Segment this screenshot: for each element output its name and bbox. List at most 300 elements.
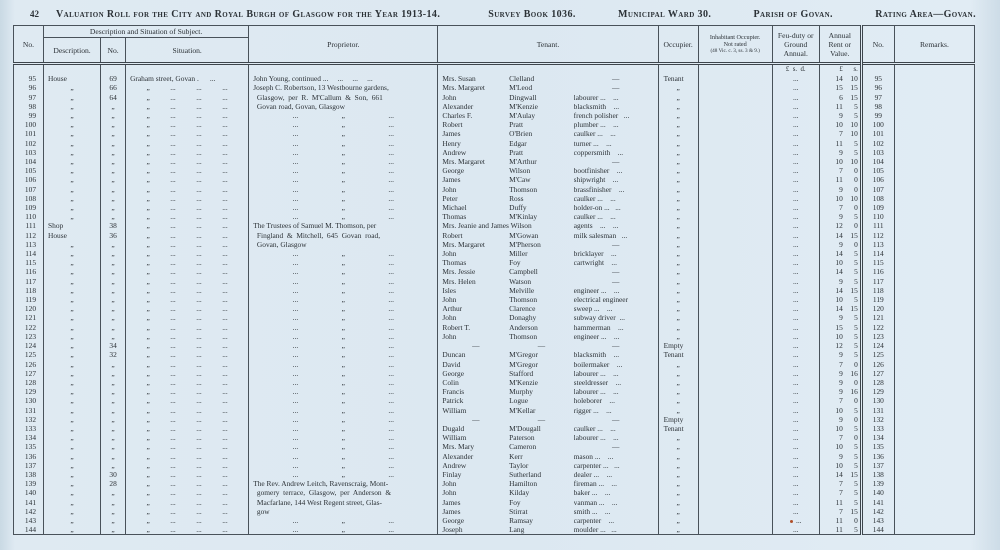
rent-shillings: 5: [854, 488, 858, 498]
cell-situation: „ ... ... ...: [126, 102, 249, 111]
cell-remarks: [894, 74, 974, 83]
cell-inhabitant-occupier: [698, 378, 772, 387]
cell-description: „: [44, 185, 101, 194]
rent-pounds: 7: [839, 506, 843, 516]
cell-description: „: [44, 111, 101, 120]
cell-situation: „ ... ... ...: [126, 360, 249, 369]
cell-no-right: 104: [861, 157, 894, 166]
cell-annual-rent: [819, 286, 861, 295]
cell-description: „: [44, 525, 101, 535]
cell-feu-duty: ...: [772, 332, 819, 341]
cell-remarks: [894, 286, 974, 295]
cell-tenant: Finlay Sutherland dealer ... ...: [438, 470, 658, 479]
cell-occupier: „: [658, 277, 698, 286]
table-row: [14, 350, 975, 359]
cell-occupier: „: [658, 488, 698, 497]
cell-tenant: John Kilday baker ... ...: [438, 488, 658, 497]
cell-no-right: 133: [861, 424, 894, 433]
rent-pounds: 10: [835, 405, 843, 415]
cell-feu-duty: ...: [772, 516, 819, 525]
table-row: [14, 295, 975, 304]
cell-no-right: 100: [861, 120, 894, 129]
rent-pounds: 7: [839, 359, 843, 369]
rent-shillings: 15: [850, 92, 858, 102]
rent-shillings: 5: [854, 451, 858, 461]
cell-street-no: „: [101, 332, 126, 341]
cell-proprietor: ... „ ...: [249, 350, 438, 359]
cell-no-left: 102: [14, 139, 44, 148]
cell-situation: „ ... ... ...: [126, 424, 249, 433]
cell-annual-rent: [819, 452, 861, 461]
cell-description: „: [44, 139, 101, 148]
cell-situation: „ ... ... ...: [126, 313, 249, 322]
cell-situation: „ ... ... ...: [126, 157, 249, 166]
table-row: [14, 360, 975, 369]
cell-proprietor: gow: [249, 507, 438, 516]
cell-occupier: „: [658, 507, 698, 516]
cell-street-no: „: [101, 267, 126, 276]
cell-tenant: James M'Caw shipwright ...: [438, 175, 658, 184]
table-row: [14, 378, 975, 387]
cell-no-left: 139: [14, 479, 44, 488]
cell-feu-duty: ...: [772, 129, 819, 138]
cell-feu-duty: ...: [772, 442, 819, 451]
cell-annual-rent: [819, 175, 861, 184]
cell-annual-rent: [819, 304, 861, 313]
cell-inhabitant-occupier: [698, 498, 772, 507]
cell-annual-rent: [819, 461, 861, 470]
cell-description: „: [44, 369, 101, 378]
rent-pounds: 9: [839, 451, 843, 461]
cell-description: „: [44, 406, 101, 415]
cell-remarks: [894, 313, 974, 322]
cell-proprietor: ... „ ...: [249, 249, 438, 258]
cell-inhabitant-occupier: [698, 341, 772, 350]
cell-description: „: [44, 332, 101, 341]
table-row: [14, 148, 975, 157]
page-header-right: [488, 9, 976, 20]
table-row: [14, 525, 975, 535]
cell-tenant: John Thomson brassfinisher ...: [438, 185, 658, 194]
rent-pounds: 12: [835, 221, 843, 231]
rent-pounds: 9: [839, 212, 843, 222]
cell-occupier: „: [658, 442, 698, 451]
rent-shillings: 0: [854, 184, 858, 194]
table-row: [14, 102, 975, 111]
units-annual-rent: £ s.: [819, 64, 861, 75]
table-row: [14, 74, 975, 83]
cell-proprietor: ... „ ...: [249, 452, 438, 461]
cell-inhabitant-occupier: [698, 129, 772, 138]
cell-no-left: 125: [14, 350, 44, 359]
cell-situation: Graham street, Govan . ...: [126, 74, 249, 83]
rent-pounds: 14: [835, 74, 843, 84]
cell-feu-duty: ...: [772, 304, 819, 313]
cell-no-right: 95: [861, 74, 894, 83]
cell-no-left: 95: [14, 74, 44, 83]
cell-description: „: [44, 148, 101, 157]
cell-street-no: „: [101, 313, 126, 322]
table-row: [14, 93, 975, 102]
cell-no-left: 109: [14, 203, 44, 212]
cell-tenant: William Paterson labourer ... ...: [438, 433, 658, 442]
cell-description: „: [44, 387, 101, 396]
cell-inhabitant-occupier: [698, 424, 772, 433]
cell-situation: „ ... ... ...: [126, 406, 249, 415]
cell-remarks: [894, 396, 974, 405]
cell-feu-duty: ...: [772, 507, 819, 516]
cell-street-no: „: [101, 111, 126, 120]
cell-no-right: 109: [861, 203, 894, 212]
cell-annual-rent: [819, 424, 861, 433]
rent-shillings: 5: [854, 267, 858, 277]
rent-pounds: 9: [839, 111, 843, 121]
cell-inhabitant-occupier: [698, 221, 772, 230]
cell-no-left: 107: [14, 185, 44, 194]
units-no-right: [861, 64, 894, 75]
cell-description: „: [44, 461, 101, 470]
cell-no-left: 98: [14, 102, 44, 111]
cell-annual-rent: [819, 148, 861, 157]
rent-pounds: 7: [839, 166, 843, 176]
cell-inhabitant-occupier: [698, 313, 772, 322]
cell-tenant: Mrs. Margaret M'Leod —: [438, 83, 658, 92]
cell-tenant: George Stafford labourer ... ...: [438, 369, 658, 378]
cell-street-no: „: [101, 387, 126, 396]
table-row: [14, 332, 975, 341]
cell-street-no: 69: [101, 74, 126, 83]
cell-remarks: [894, 498, 974, 507]
rent-pounds: 10: [835, 295, 843, 305]
cell-proprietor: Joseph C. Robertson, 13 Westbourne gardens,: [249, 83, 438, 92]
rent-shillings: 16: [850, 368, 858, 378]
units-no-left: [14, 64, 44, 75]
cell-feu-duty: ...: [772, 212, 819, 221]
cell-occupier: „: [658, 406, 698, 415]
cell-inhabitant-occupier: [698, 277, 772, 286]
cell-description: „: [44, 277, 101, 286]
cell-remarks: [894, 360, 974, 369]
cell-description: „: [44, 360, 101, 369]
table-row: [14, 323, 975, 332]
cell-no-left: 114: [14, 249, 44, 258]
cell-inhabitant-occupier: [698, 267, 772, 276]
cell-feu-duty: ...: [772, 175, 819, 184]
cell-occupier: „: [658, 360, 698, 369]
cell-inhabitant-occupier: [698, 461, 772, 470]
cell-street-no: „: [101, 488, 126, 497]
cell-proprietor: ... „ ...: [249, 304, 438, 313]
cell-feu-duty: ...: [772, 360, 819, 369]
cell-feu-duty: ...: [772, 148, 819, 157]
cell-description: „: [44, 452, 101, 461]
cell-description: „: [44, 129, 101, 138]
cell-description: „: [44, 93, 101, 102]
rent-shillings: 5: [854, 276, 858, 286]
cell-no-right: 139: [861, 479, 894, 488]
cell-situation: „ ... ... ...: [126, 249, 249, 258]
cell-no-left: 126: [14, 360, 44, 369]
cell-feu-duty: ...: [772, 185, 819, 194]
cell-proprietor: gomery terrace, Glasgow, per Anderson &: [249, 488, 438, 497]
cell-no-right: 140: [861, 488, 894, 497]
cell-proprietor: ... „ ...: [249, 129, 438, 138]
rent-shillings: 0: [854, 239, 858, 249]
cell-occupier: „: [658, 93, 698, 102]
cell-description: „: [44, 258, 101, 267]
cell-feu-duty: ...: [772, 415, 819, 424]
rent-pounds: 11: [835, 497, 843, 507]
cell-description: „: [44, 479, 101, 488]
cell-no-right: 132: [861, 415, 894, 424]
cell-inhabitant-occupier: [698, 203, 772, 212]
rent-shillings: 0: [854, 175, 858, 185]
units-street-no: [101, 64, 126, 75]
table-row: [14, 286, 975, 295]
cell-street-no: „: [101, 166, 126, 175]
cell-annual-rent: [819, 267, 861, 276]
cell-occupier: „: [658, 258, 698, 267]
cell-feu-duty: ...: [772, 93, 819, 102]
cell-description: „: [44, 286, 101, 295]
cell-occupier: „: [658, 194, 698, 203]
valuation-table: [13, 25, 975, 535]
cell-situation: „ ... ... ...: [126, 452, 249, 461]
cell-proprietor: ... „ ...: [249, 470, 438, 479]
cell-occupier: „: [658, 516, 698, 525]
col-header-desc-sit-group: Description and Situation of Subject.: [44, 26, 249, 38]
cell-tenant: Peter Ross caulker ... ...: [438, 194, 658, 203]
cell-inhabitant-occupier: [698, 295, 772, 304]
cell-proprietor: Macfarlane, 144 West Regent street, Glas-: [249, 498, 438, 507]
cell-no-left: 121: [14, 313, 44, 322]
cell-annual-rent: [819, 83, 861, 92]
cell-inhabitant-occupier: [698, 166, 772, 175]
table-row: [14, 129, 975, 138]
cell-occupier: Tenant: [658, 424, 698, 433]
cell-street-no: „: [101, 433, 126, 442]
cell-no-right: 117: [861, 277, 894, 286]
cell-annual-rent: [819, 194, 861, 203]
table-row: [14, 139, 975, 148]
cell-remarks: [894, 387, 974, 396]
cell-feu-duty: ...: [772, 74, 819, 83]
cell-proprietor: ... „ ...: [249, 286, 438, 295]
cell-street-no: „: [101, 249, 126, 258]
table-row: [14, 185, 975, 194]
cell-street-no: „: [101, 240, 126, 249]
cell-inhabitant-occupier: [698, 369, 772, 378]
cell-proprietor: ... „ ...: [249, 369, 438, 378]
cell-feu-duty: ...: [772, 452, 819, 461]
cell-no-right: 136: [861, 452, 894, 461]
cell-inhabitant-occupier: [698, 304, 772, 313]
cell-no-right: 121: [861, 313, 894, 322]
cell-description: „: [44, 304, 101, 313]
cell-no-left: 106: [14, 175, 44, 184]
cell-occupier: „: [658, 83, 698, 92]
table-row: [14, 277, 975, 286]
rent-shillings: 5: [854, 350, 858, 360]
cell-street-no: „: [101, 157, 126, 166]
cell-street-no: „: [101, 295, 126, 304]
cell-feu-duty: ...: [772, 258, 819, 267]
cell-occupier: „: [658, 267, 698, 276]
table-row: [14, 221, 975, 230]
cell-situation: „ ... ... ...: [126, 332, 249, 341]
cell-proprietor: ... „ ...: [249, 148, 438, 157]
cell-occupier: „: [658, 286, 698, 295]
cell-street-no: „: [101, 102, 126, 111]
cell-remarks: [894, 194, 974, 203]
cell-remarks: [894, 433, 974, 442]
cell-street-no: „: [101, 442, 126, 451]
cell-no-right: 122: [861, 323, 894, 332]
rent-pounds: 12: [835, 341, 843, 351]
cell-street-no: „: [101, 277, 126, 286]
col-header-no-left: No.: [14, 26, 44, 64]
cell-no-left: 104: [14, 157, 44, 166]
cell-remarks: [894, 525, 974, 535]
cell-annual-rent: [819, 479, 861, 488]
cell-remarks: [894, 175, 974, 184]
cell-description: „: [44, 102, 101, 111]
cell-annual-rent: [819, 102, 861, 111]
cell-tenant: James Stirrat smith ... ...: [438, 507, 658, 516]
rent-pounds: 14: [835, 249, 843, 259]
cell-situation: „ ... ... ...: [126, 148, 249, 157]
cell-annual-rent: [819, 231, 861, 240]
rent-pounds: 14: [835, 469, 843, 479]
cell-no-left: 108: [14, 194, 44, 203]
cell-remarks: [894, 203, 974, 212]
cell-remarks: [894, 185, 974, 194]
cell-proprietor: ... „ ...: [249, 360, 438, 369]
col-header-annual-rent: Annual Rent or Value.: [819, 26, 861, 64]
rent-pounds: 9: [839, 414, 843, 424]
cell-inhabitant-occupier: [698, 74, 772, 83]
cell-situation: „ ... ... ...: [126, 295, 249, 304]
cell-situation: „ ... ... ...: [126, 507, 249, 516]
cell-description: „: [44, 157, 101, 166]
rent-shillings: 10: [850, 129, 858, 139]
cell-no-right: 116: [861, 267, 894, 276]
cell-street-no: 28: [101, 479, 126, 488]
rent-pounds: 7: [839, 479, 843, 489]
table-row: [14, 212, 975, 221]
cell-tenant: Andrew Pratt coppersmith ...: [438, 148, 658, 157]
cell-inhabitant-occupier: [698, 323, 772, 332]
cell-no-left: 136: [14, 452, 44, 461]
cell-feu-duty: ...: [772, 221, 819, 230]
cell-proprietor: ... „ ...: [249, 396, 438, 405]
cell-no-right: 115: [861, 258, 894, 267]
cell-remarks: [894, 240, 974, 249]
rent-shillings: 5: [854, 479, 858, 489]
cell-remarks: [894, 129, 974, 138]
rent-pounds: 10: [835, 258, 843, 268]
cell-description: „: [44, 488, 101, 497]
cell-no-right: 96: [861, 83, 894, 92]
table-row: [14, 516, 975, 525]
cell-description: „: [44, 498, 101, 507]
cell-description: „: [44, 166, 101, 175]
cell-no-right: 119: [861, 295, 894, 304]
cell-no-left: 130: [14, 396, 44, 405]
cell-street-no: „: [101, 461, 126, 470]
rent-shillings: 10: [850, 74, 858, 84]
cell-tenant: Mrs. Jeanie and James Wilson agents ... ...: [438, 221, 658, 230]
cell-occupier: „: [658, 323, 698, 332]
col-header-inhabitant-occupier: Inhabitant Occupier. Not rated (48 Vic. c. 3, ss. 3 & 9.): [698, 26, 772, 64]
cell-occupier: „: [658, 461, 698, 470]
units-description: [44, 64, 101, 75]
survey-book-label: Survey Book 1036.: [488, 9, 576, 20]
cell-no-left: 135: [14, 442, 44, 451]
cell-tenant: Isles Melville engineer ... ...: [438, 286, 658, 295]
cell-inhabitant-occupier: [698, 185, 772, 194]
cell-street-no: „: [101, 424, 126, 433]
cell-description: „: [44, 415, 101, 424]
rent-shillings: 0: [854, 203, 858, 213]
cell-remarks: [894, 415, 974, 424]
rent-pounds: 9: [839, 387, 843, 397]
cell-proprietor: The Trustees of Samuel M. Thomson, per: [249, 221, 438, 230]
cell-annual-rent: [819, 221, 861, 230]
cell-description: Shop: [44, 221, 101, 230]
rent-shillings: 16: [850, 387, 858, 397]
cell-proprietor: ... „ ...: [249, 139, 438, 148]
table-row: [14, 313, 975, 322]
cell-occupier: „: [658, 452, 698, 461]
cell-remarks: [894, 258, 974, 267]
cell-occupier: „: [658, 249, 698, 258]
cell-remarks: [894, 406, 974, 415]
cell-situation: „ ... ... ...: [126, 387, 249, 396]
units-row: [14, 64, 975, 75]
cell-occupier: „: [658, 175, 698, 184]
table-row: [14, 396, 975, 405]
rent-shillings: 5: [854, 331, 858, 341]
table-row: [14, 341, 975, 350]
cell-street-no: „: [101, 304, 126, 313]
cell-situation: „ ... ... ...: [126, 470, 249, 479]
rating-area-label: Rating Area—Govan.: [875, 9, 976, 20]
cell-situation: „ ... ... ...: [126, 369, 249, 378]
cell-remarks: [894, 120, 974, 129]
rent-shillings: 0: [854, 396, 858, 406]
cell-street-no: „: [101, 286, 126, 295]
cell-street-no: „: [101, 525, 126, 535]
cell-tenant: Henry Edgar turner ... ...: [438, 139, 658, 148]
cell-feu-duty: ...: [772, 406, 819, 415]
cell-tenant: George Ramsay carpenter ...: [438, 516, 658, 525]
cell-tenant: John Dingwall labourer ... ...: [438, 93, 658, 102]
cell-proprietor: ... „ ...: [249, 378, 438, 387]
cell-proprietor: Glasgow, per R. M'Callum & Son, 661: [249, 93, 438, 102]
rent-pounds: 7: [839, 129, 843, 139]
cell-no-right: 108: [861, 194, 894, 203]
cell-tenant: Arthur Clarence sweep ... ...: [438, 304, 658, 313]
rent-shillings: 0: [854, 414, 858, 424]
cell-no-right: 125: [861, 350, 894, 359]
cell-no-right: 107: [861, 185, 894, 194]
cell-description: „: [44, 295, 101, 304]
cell-tenant: Patrick Logue holeborer ...: [438, 396, 658, 405]
cell-inhabitant-occupier: [698, 194, 772, 203]
cell-situation: „ ... ... ...: [126, 221, 249, 230]
cell-no-left: 142: [14, 507, 44, 516]
